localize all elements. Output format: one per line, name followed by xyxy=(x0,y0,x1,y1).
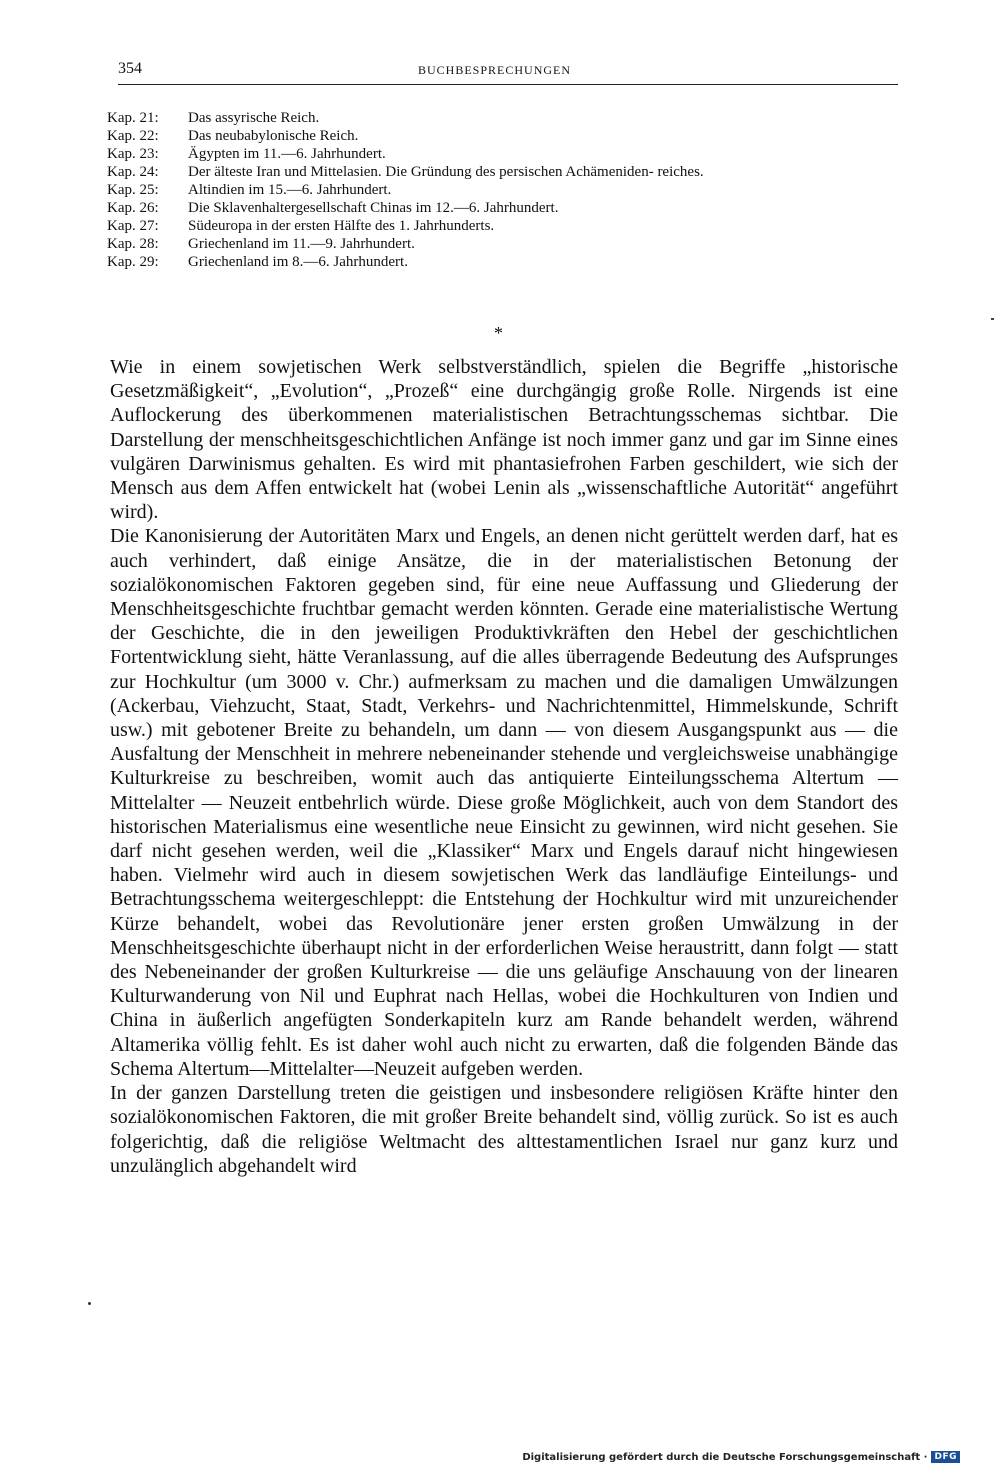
body-paragraph: Wie in einem sowjetischen Werk selbstverständlich, spielen die Begriffe „historische Gesetzmäßigkeit“, „Evolution“, „Prozeß“ eine durchgängig große Rolle. Nirgends ist eine Auflockerung des überkommenen materialistischen Betrachtungsschemas sichtbar. Die Darstellung der menschheitsgeschichtlichen Anfänge ist noch immer ganz und gar im Sinne eines vulgären Darwinismus gehalten. Es wird mit phantasiefrohen Farben geschildert, wie sich der Mensch aus dem Affen entwickelt hat (wobei Lenin als „wissenschaftliche Autorität“ angeführt wird). xyxy=(110,356,898,524)
chapter-label: Kap. 22: xyxy=(107,128,159,144)
chapter-list-item xyxy=(107,217,897,235)
chapter-list xyxy=(107,109,897,271)
chapter-label: Kap. 21: xyxy=(107,110,159,126)
chapter-title: Der älteste Iran und Mittelasien. Die Gründung des persischen Achämeniden- reiches. xyxy=(188,164,704,180)
chapter-label: Kap. 29: xyxy=(107,254,159,270)
chapter-title: Griechenland im 11.—9. Jahrhundert. xyxy=(188,236,415,252)
chapter-list-item xyxy=(107,253,897,271)
chapter-label: Kap. 24: xyxy=(107,164,159,180)
body-paragraph: Die Kanonisierung der Autoritäten Marx und Engels, an denen nicht gerüttelt werden darf, hat es auch verhindert, daß einige Ansätze, die in der materialistischen Betonung der sozialökonomischen Faktoren gegeben sind, für eine neue Auffassung und Gliederung der Menschheitsgeschichte fruchtbar gemacht werden könnten. Gerade eine materialistische Wertung der Geschichte, die in den jeweiligen Produktivkräften den Hebel der geschichtlichen Fortentwicklung sieht, hätte Veranlassung, auf die alles überragende Bedeutung des Aufsprunges zur Hochkultur (um 3000 v. Chr.) aufmerksam zu machen und die damaligen Umwälzungen (Ackerbau, Viehzucht, Staat, Stadt, Verkehrs- und Nachrichtenmittel, Himmelskunde, Schrift usw.) mit gebotener Breite zu behandeln, um dann — von diesem Ausgangspunkt aus — die Ausfaltung der Menschheit in mehrere nebeneinander stehende und vergleichsweise unabhängige Kulturkreise zu beschreiben, womit auch das antiquierte Einteilungsschema Altertum — Mittelalter — Neuzeit entbehrlich würde. Diese große Möglichkeit, auch von dem Standort des historischen Materialismus eine wesentliche neue Einsicht zu gewinnen, wird nicht gesehen. Sie darf nicht gesehen werden, weil die „Klassiker“ Marx und Engels darauf nicht hingewiesen haben. Vielmehr wird auch in diesem sowjetischen Werk das landläufige Einteilungs- und Betrachtungsschema weitergeschleppt: die Entstehung der Hochkultur wird mit unzureichender Kürze behandelt, wobei das Revolutionäre jener ersten großen Umwälzung in der Menschheitsgeschichte überhaupt nicht in der erforderlichen Weise heraustritt, dann folgt — statt des Nebeneinander der großen Kulturkreise — die uns geläufige Anschauung von der linearen Kulturwanderung von Nil und Euphrat nach Hellas, wobei die Hochkulturen von Indien und China in äußerlich angefügten Sonderkapiteln kurz am Rande behandelt werden, während Altamerika völlig fehlt. Es ist daher wohl auch nicht zu erwarten, daß die folgenden Bände das Schema Altertum—Mittelalter—Neuzeit aufgeben werden. xyxy=(110,525,898,1080)
page-number: 354 xyxy=(118,60,142,77)
section-separator: * xyxy=(494,323,503,343)
chapter-title: Altindien im 15.—6. Jahrhundert. xyxy=(188,182,392,198)
chapter-list-item xyxy=(107,127,897,145)
chapter-list-item xyxy=(107,199,897,217)
chapter-label: Kap. 27: xyxy=(107,218,159,234)
chapter-label: Kap. 28: xyxy=(107,236,159,252)
chapter-title: Ägypten im 11.—6. Jahrhundert. xyxy=(188,146,386,162)
chapter-label: Kap. 23: xyxy=(107,146,159,162)
chapter-list-item xyxy=(107,163,897,181)
chapter-title: Südeuropa in der ersten Hälfte des 1. Jahrhunderts. xyxy=(188,218,495,234)
chapter-title: Die Sklavenhaltergesellschaft Chinas im 12.—6. Jahrhundert. xyxy=(188,200,559,216)
chapter-title: Das neubabylonische Reich. xyxy=(188,128,359,144)
chapter-list-item xyxy=(107,235,897,253)
chapter-list-item xyxy=(107,109,897,127)
chapter-list-item xyxy=(107,181,897,199)
chapter-title: Griechenland im 8.—6. Jahrhundert. xyxy=(188,254,408,270)
chapter-list-item xyxy=(107,145,897,163)
body-paragraph: In der ganzen Darstellung treten die geistigen und insbesondere religiösen Kräfte hinter den sozialökonomischen Faktoren, die mit großer Breite behandelt sind, völlig zurück. So ist es auch folgerichtig, daß die religiöse Weltmacht des alttestamentlichen Israel nur ganz kurz und unzulänglich abgehandelt wird xyxy=(110,1082,898,1177)
credit-text: Digitalisierung gefördert durch die Deutsche Forschungsgemeinschaft · xyxy=(522,1451,928,1463)
chapter-label: Kap. 25: xyxy=(107,182,159,198)
chapter-title: Das assyrische Reich. xyxy=(188,110,320,126)
scan-speck xyxy=(88,1302,91,1305)
page-header xyxy=(118,60,898,85)
review-body xyxy=(110,355,898,1178)
digitization-credit xyxy=(522,1451,960,1463)
chapter-label: Kap. 26: xyxy=(107,200,159,216)
scan-edge-mark xyxy=(991,318,994,320)
running-head: BUCHBESPRECHUNGEN xyxy=(418,63,572,77)
dfg-logo: DFG xyxy=(931,1451,960,1463)
